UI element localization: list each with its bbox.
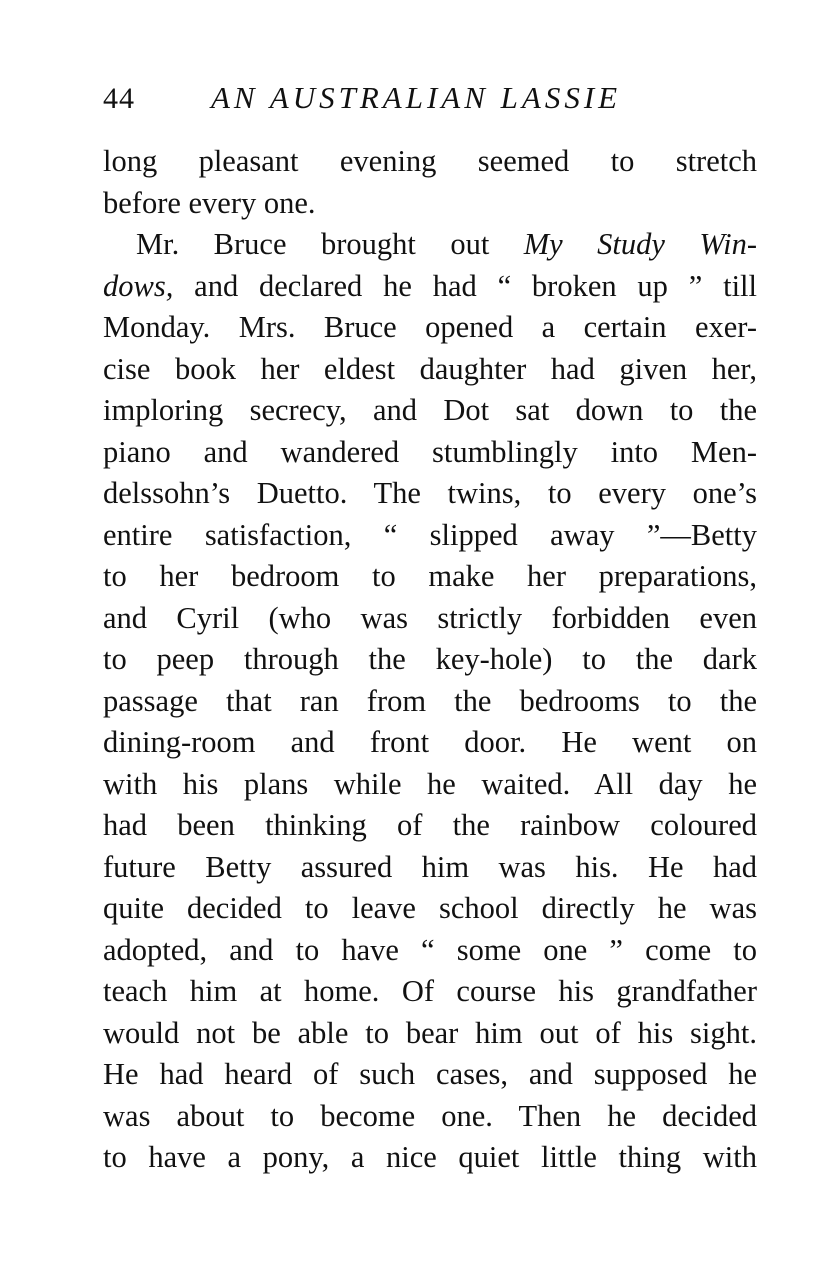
text-line: entire satisfaction, “ slipped away ”—Betty bbox=[103, 517, 757, 552]
text-line: before every one. bbox=[103, 185, 316, 220]
text-line: with his plans while he waited. All day he bbox=[103, 766, 757, 801]
text-line: piano and wandered stumblingly into Men- bbox=[103, 434, 757, 469]
book-title-italic: My Study Win- bbox=[523, 227, 758, 261]
page-number: 44 bbox=[103, 82, 135, 115]
text-line: to peep through the key-hole) to the dark bbox=[103, 642, 757, 676]
text-line: had been thinking of the rainbow coloured bbox=[103, 808, 757, 842]
body-text bbox=[103, 141, 757, 1179]
text-line: He had heard of such cases, and supposed he bbox=[103, 1057, 757, 1091]
text-line: dining-room and front door. He went on bbox=[103, 725, 757, 759]
book-title-italic: dows, bbox=[103, 268, 174, 303]
text-line: quite decided to leave school directly he was bbox=[103, 891, 757, 925]
text-line: cise book her eldest daughter had given her, bbox=[103, 351, 757, 386]
text-line: delssohn’s Duetto. The twins, to every one’s bbox=[103, 476, 757, 510]
text-line: and Cyril (who was strictly forbidden even bbox=[103, 600, 757, 635]
text-line: was about to become one. Then he decided bbox=[103, 1098, 757, 1133]
text-line: to have a pony, a nice quiet little thing with bbox=[103, 1140, 757, 1174]
text-line: would not be able to bear him out of his sight. bbox=[103, 1015, 757, 1050]
text-line: dows, and declared he had “ broken up ” till bbox=[103, 268, 757, 303]
page-header bbox=[103, 80, 763, 124]
text-line: to her bedroom to make her preparations, bbox=[103, 559, 757, 593]
text-line: long pleasant evening seemed to stretch bbox=[103, 144, 757, 178]
text-line: imploring secrecy, and Dot sat down to the bbox=[103, 393, 757, 427]
text-line: Mr. Bruce brought out My Study Win- bbox=[136, 227, 758, 261]
text-line: Monday. Mrs. Bruce opened a certain exer- bbox=[103, 310, 757, 344]
text-line: passage that ran from the bedrooms to the bbox=[103, 683, 757, 718]
running-title: AN AUSTRALIAN LASSIE bbox=[211, 80, 622, 115]
text-line: future Betty assured him was his. He had bbox=[103, 849, 757, 884]
text-line: teach him at home. Of course his grandfather bbox=[103, 974, 757, 1008]
text-line: adopted, and to have “ some one ” come to bbox=[103, 932, 757, 967]
